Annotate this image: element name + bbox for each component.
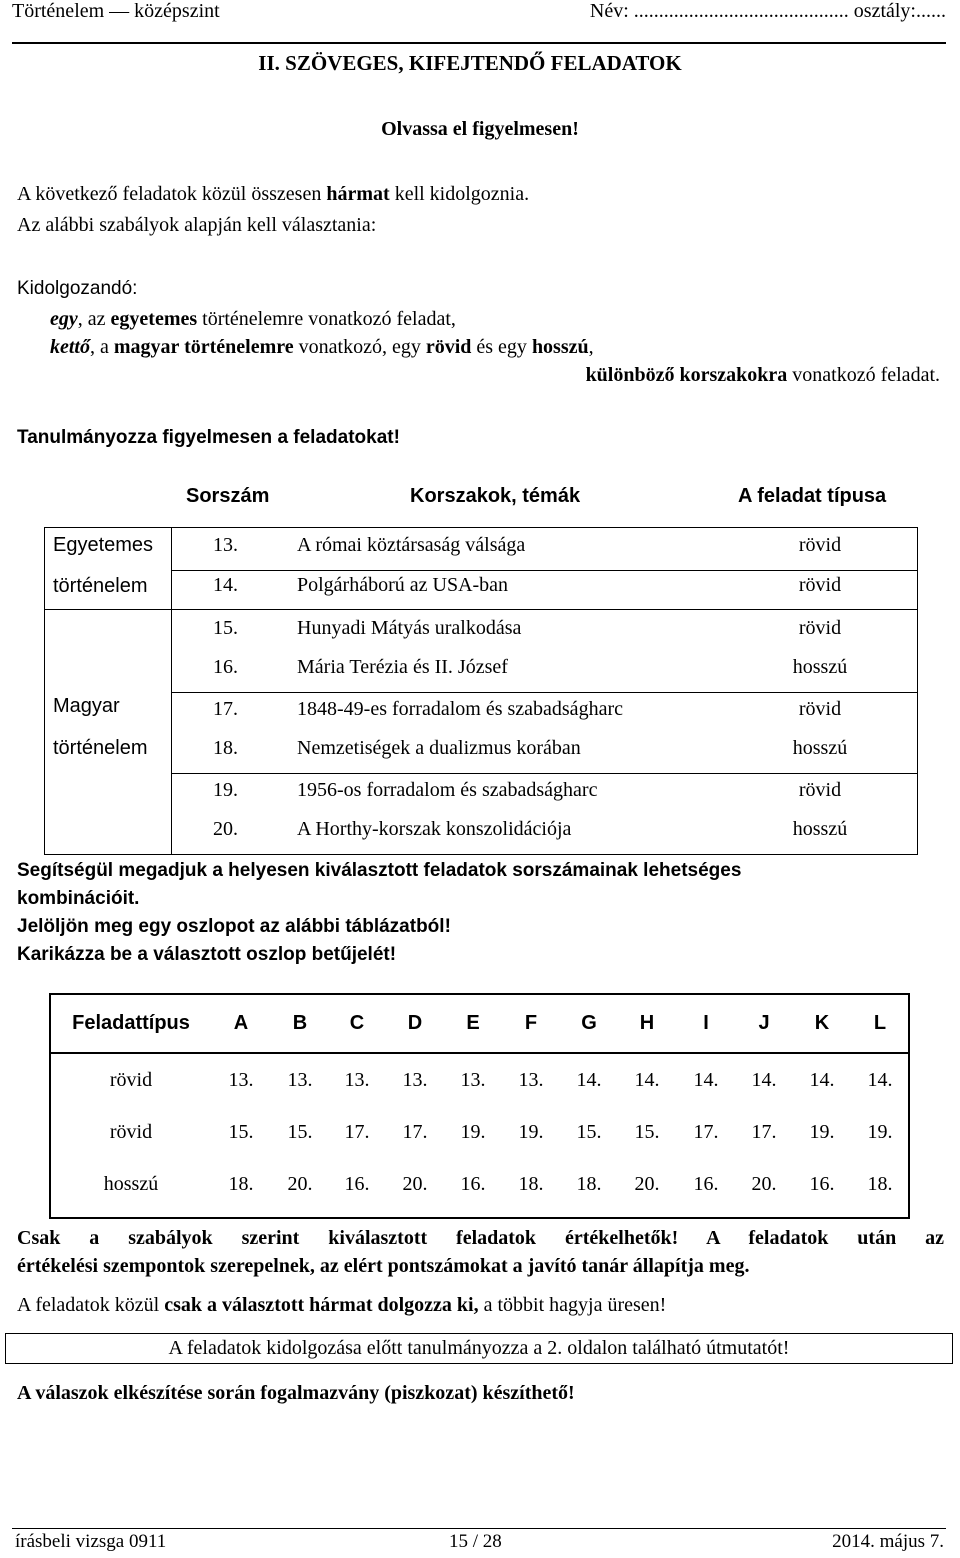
grid-line bbox=[49, 1052, 910, 1054]
help-line-1: Segítségül megadjuk a helyesen kiválasztott feladatok sorszámainak lehetséges bbox=[17, 860, 742, 881]
combo-row-label: rövid bbox=[109, 1069, 153, 1091]
intro-line-2: Az alábbi szabályok alapján kell választania: bbox=[17, 214, 377, 236]
combo-cell: 18. bbox=[518, 1173, 544, 1195]
row-topic: A római köztársaság válsága bbox=[297, 534, 526, 556]
combo-cell: 14. bbox=[809, 1069, 835, 1091]
th-sorszam: Sorszám bbox=[186, 485, 270, 507]
combo-cell: 18. bbox=[228, 1173, 254, 1195]
row-num: 15. bbox=[213, 617, 238, 639]
combo-cell: 15. bbox=[228, 1121, 254, 1143]
combo-letter[interactable]: K bbox=[814, 1012, 830, 1034]
help-line-4: Karikázza be a választott oszlop betűjelét! bbox=[17, 944, 397, 965]
footer-exam: írásbeli vizsga 0911 bbox=[15, 1531, 167, 1552]
combo-cell: 13. bbox=[402, 1069, 428, 1091]
row-topic: Hunyadi Mátyás uralkodása bbox=[297, 617, 522, 639]
combo-letter[interactable]: H bbox=[639, 1012, 655, 1034]
grid-line bbox=[44, 854, 918, 855]
combo-letter[interactable]: C bbox=[349, 1012, 365, 1034]
grid-line bbox=[49, 993, 51, 1219]
combo-cell: 17. bbox=[344, 1121, 370, 1143]
combo-cell: 14. bbox=[693, 1069, 719, 1091]
row-num: 18. bbox=[213, 737, 238, 759]
combo-cell: 13. bbox=[344, 1069, 370, 1091]
th-tipus: A feladat típusa bbox=[738, 485, 887, 507]
row-topic: 1848-49-es forradalom és szabadságharc bbox=[297, 698, 623, 720]
combo-cell: 14. bbox=[867, 1069, 893, 1091]
row-type: rövid bbox=[798, 617, 842, 639]
combo-cell: 19. bbox=[518, 1121, 544, 1143]
help-line-2: kombinációit. bbox=[17, 888, 140, 909]
grid-line bbox=[908, 993, 910, 1219]
combo-cell: 16. bbox=[693, 1173, 719, 1195]
read-carefully: Olvassa el figyelmesen! bbox=[381, 118, 579, 140]
rule-2: kettő, a magyar történelemre vonatkozó, egy rövid és egy hosszú, bbox=[50, 336, 594, 358]
help-line-3: Jelöljön meg egy oszlopot az alábbi táblázatból! bbox=[17, 916, 451, 937]
combo-cell: 19. bbox=[867, 1121, 893, 1143]
grid-line bbox=[44, 527, 45, 855]
combo-letter[interactable]: L bbox=[873, 1012, 887, 1034]
combo-cell: 15. bbox=[576, 1121, 602, 1143]
row-num: 19. bbox=[213, 779, 238, 801]
combo-header-label: Feladattípus bbox=[72, 1012, 190, 1034]
combo-row-label: hosszú bbox=[103, 1173, 159, 1195]
combo-cell: 16. bbox=[344, 1173, 370, 1195]
guide-note: A feladatok kidolgozása előtt tanulmányozza a 2. oldalon található útmutatót! bbox=[168, 1337, 790, 1359]
grid-line bbox=[171, 692, 918, 693]
combo-cell: 17. bbox=[402, 1121, 428, 1143]
grid-line bbox=[171, 570, 918, 571]
combo-cell: 14. bbox=[634, 1069, 660, 1091]
combo-letter[interactable]: E bbox=[466, 1012, 480, 1034]
combo-cell: 19. bbox=[460, 1121, 486, 1143]
grid-line bbox=[44, 527, 918, 528]
combo-letter[interactable]: D bbox=[407, 1012, 423, 1034]
footer-rule bbox=[12, 1528, 946, 1529]
footer-page: 15 / 28 bbox=[449, 1531, 502, 1552]
combo-letter[interactable]: I bbox=[703, 1012, 709, 1034]
combo-cell: 13. bbox=[228, 1069, 254, 1091]
intro-line-1: A következő feladatok közül összesen hármat kell kidolgoznia. bbox=[17, 183, 530, 205]
section-title: II. SZÖVEGES, KIFEJTENDŐ FELADATOK bbox=[258, 51, 682, 75]
combination-table bbox=[49, 993, 910, 1219]
rule-3: különböző korszakokra vonatkozó feladat. bbox=[585, 364, 940, 386]
combo-cell: 17. bbox=[751, 1121, 777, 1143]
header-name-class: Név: ........................................... osztály:...... bbox=[589, 0, 946, 22]
grid-line bbox=[171, 773, 918, 774]
study-tasks: Tanulmányozza figyelmesen a feladatokat! bbox=[17, 427, 400, 448]
combo-cell: 20. bbox=[402, 1173, 428, 1195]
combo-cell: 13. bbox=[460, 1069, 486, 1091]
group-universal-2: történelem bbox=[53, 575, 148, 597]
rules-title: Kidolgozandó: bbox=[17, 278, 138, 299]
row-type: rövid bbox=[798, 779, 842, 801]
row-type: rövid bbox=[798, 534, 842, 556]
row-topic: 1956-os forradalom és szabadságharc bbox=[297, 779, 598, 801]
grid-line bbox=[49, 993, 910, 995]
combo-letter[interactable]: G bbox=[581, 1012, 597, 1034]
row-topic: Polgárháború az USA-ban bbox=[297, 574, 509, 596]
combo-cell: 16. bbox=[809, 1173, 835, 1195]
row-num: 13. bbox=[213, 534, 238, 556]
th-korszakok: Korszakok, témák bbox=[410, 485, 581, 507]
draft-note: A válaszok elkészítése során fogalmazvány (piszkozat) készíthető! bbox=[17, 1382, 575, 1404]
combo-cell: 20. bbox=[751, 1173, 777, 1195]
group-hungarian-2: történelem bbox=[53, 737, 148, 759]
grid-line bbox=[49, 1217, 910, 1219]
footer-date: 2014. május 7. bbox=[832, 1531, 944, 1552]
combo-cell: 18. bbox=[867, 1173, 893, 1195]
combo-cell: 18. bbox=[576, 1173, 602, 1195]
row-type: hosszú bbox=[792, 818, 848, 840]
header-rule bbox=[12, 42, 946, 44]
row-type: rövid bbox=[798, 574, 842, 596]
note-1b: értékelési szempontok szerepelnek, az elért pontszámokat a javító tanár állapítja meg. bbox=[17, 1255, 750, 1277]
combo-cell: 13. bbox=[518, 1069, 544, 1091]
combo-letter[interactable]: A bbox=[233, 1012, 249, 1034]
combo-letter[interactable]: F bbox=[524, 1012, 538, 1034]
grid-line bbox=[44, 609, 918, 610]
combo-cell: 14. bbox=[576, 1069, 602, 1091]
header-subject: Történelem — középszint bbox=[12, 0, 220, 22]
combo-letter[interactable]: B bbox=[292, 1012, 308, 1034]
combo-cell: 13. bbox=[287, 1069, 313, 1091]
combo-cell: 20. bbox=[287, 1173, 313, 1195]
row-topic: Nemzetiségek a dualizmus korában bbox=[297, 737, 581, 759]
row-topic: Mária Terézia és II. József bbox=[297, 656, 508, 678]
combo-letter[interactable]: J bbox=[758, 1012, 770, 1034]
grid-line bbox=[171, 527, 172, 855]
group-hungarian-1: Magyar bbox=[53, 695, 120, 717]
row-num: 14. bbox=[213, 574, 238, 596]
note-2: A feladatok közül csak a választott hármat dolgozza ki, a többit hagyja üresen! bbox=[17, 1294, 667, 1316]
row-type: hosszú bbox=[792, 656, 848, 678]
note-1a: Csak a szabályok szerint kiválasztott feladatok értékelhetők! A feladatok után az bbox=[17, 1227, 944, 1249]
combo-cell: 15. bbox=[634, 1121, 660, 1143]
row-type: rövid bbox=[798, 698, 842, 720]
combo-cell: 16. bbox=[460, 1173, 486, 1195]
row-num: 16. bbox=[213, 656, 238, 678]
combo-cell: 17. bbox=[693, 1121, 719, 1143]
combo-cell: 14. bbox=[751, 1069, 777, 1091]
combo-cell: 19. bbox=[809, 1121, 835, 1143]
row-num: 20. bbox=[213, 818, 238, 840]
combo-cell: 20. bbox=[634, 1173, 660, 1195]
row-topic: A Horthy-korszak konszolidációja bbox=[297, 818, 572, 840]
rule-1: egy, az egyetemes történelemre vonatkozó feladat, bbox=[50, 308, 456, 330]
group-universal-1: Egyetemes bbox=[53, 534, 154, 556]
combo-row-label: rövid bbox=[109, 1121, 153, 1143]
grid-line bbox=[917, 527, 918, 855]
row-num: 17. bbox=[213, 698, 238, 720]
row-type: hosszú bbox=[792, 737, 848, 759]
combo-cell: 15. bbox=[287, 1121, 313, 1143]
